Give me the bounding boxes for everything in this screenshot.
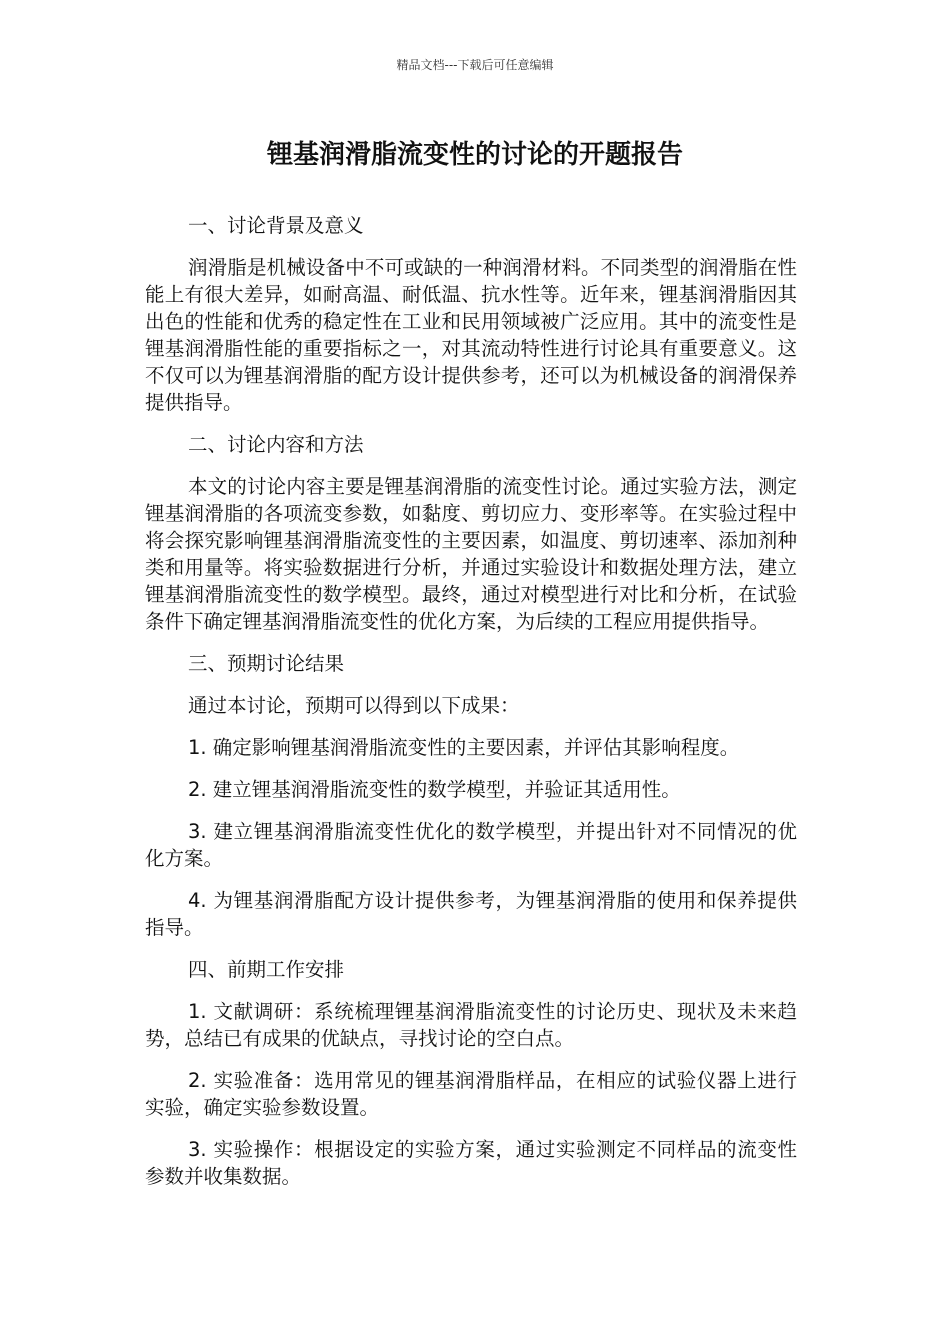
page-header-watermark: 精品文档---下载后可任意编辑 [396,58,554,72]
body-paragraph: 本文的讨论内容主要是锂基润滑脂的流变性讨论。通过实验方法，测定锂基润滑脂的各项流变参数，如黏度、剪切应力、变形率等。在实验过程中将会探究影响锂基润滑脂流变性的主要因素，如温度、剪切速率、添加剂种类和用量等。将实验数据进行分析，并通过实验设计和数据处理方法，建立锂基润滑脂流变性的数学模型。最终，通过对模型进行对比和分析，在试验条件下确定锂基润滑脂流变性的优化方案，为后续的工程应用提供指导。 [145,475,797,633]
list-item: 3. 建立锂基润滑脂流变性优化的数学模型，并提出针对不同情况的优化方案。 [145,820,797,870]
section-heading: 三、预期讨论结果 [188,652,345,675]
body-paragraph: 通过本讨论，预期可以得到以下成果： [188,694,520,717]
list-item: 3. 实验操作：根据设定的实验方案，通过实验测定不同样品的流变性参数并收集数据。 [145,1138,797,1188]
document-body [145,212,797,1205]
list-item: 2. 建立锂基润滑脂流变性的数学模型，并验证其适用性。 [188,778,681,801]
list-item: 1. 文献调研：系统梳理锂基润滑脂流变性的讨论历史、现状及未来趋势，总结已有成果的优缺点，寻找讨论的空白点。 [145,1000,797,1050]
list-item: 4. 为锂基润滑脂配方设计提供参考，为锂基润滑脂的使用和保养提供指导。 [145,889,797,939]
document-title: 锂基润滑脂流变性的讨论的开题报告 [266,140,683,170]
section-heading: 四、前期工作安排 [188,958,345,981]
section-heading: 一、讨论背景及意义 [188,214,364,237]
section-heading: 二、讨论内容和方法 [188,433,364,456]
list-item: 1. 确定影响锂基润滑脂流变性的主要因素，并评估其影响程度。 [188,736,740,759]
list-item: 2. 实验准备：选用常见的锂基润滑脂样品，在相应的试验仪器上进行实验，确定实验参数设置。 [145,1069,797,1119]
body-paragraph: 润滑脂是机械设备中不可或缺的一种润滑材料。不同类型的润滑脂在性能上有很大差异，如耐高温、耐低温、抗水性等。近年来，锂基润滑脂因其出色的性能和优秀的稳定性在工业和民用领域被广泛应用。其中的流变性是锂基润滑脂性能的重要指标之一，对其流动特性进行讨论具有重要意义。这不仅可以为锂基润滑脂的配方设计提供参考，还可以为机械设备的润滑保养提供指导。 [145,256,797,414]
